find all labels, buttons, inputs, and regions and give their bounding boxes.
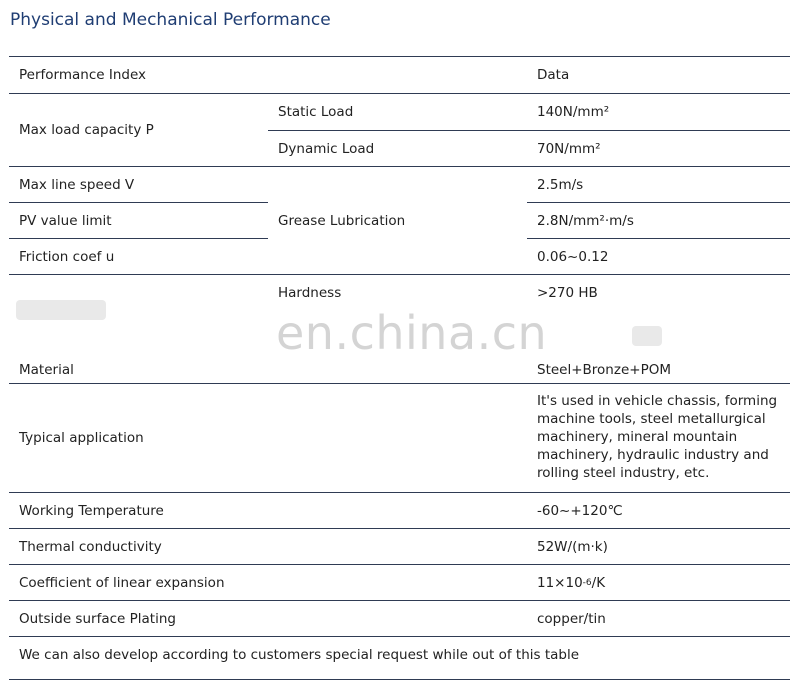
value-working-temperature: -60~+120℃ [527,492,790,528]
header-index: Performance Index [19,67,147,83]
label-dynamic-load: Dynamic Load [268,130,527,166]
label-typical-application: Typical application [9,383,527,492]
linear-expansion-base: 11×10 [537,574,583,591]
value-hardness: >270 HB [527,274,790,383]
label-surface-plating: Outside surface Plating [9,600,527,636]
label-friction: Friction coef u [9,238,268,274]
label-hardness: Hardness [268,274,527,383]
value-pv-limit: 2.8N/mm²·m/s [527,202,790,238]
label-linear-expansion: Coefficient of linear expansion [9,564,527,600]
page-title: Physical and Mechanical Performance [10,10,331,30]
value-line-speed: 2.5m/s [527,166,790,202]
label-line-speed: Max line speed V [9,166,268,202]
footer-note: We can also develop according to customers special request while out of this table [9,636,790,673]
label-pv-limit: PV value limit [9,202,268,238]
value-typical-application: It's used in vehicle chassis, forming machine tools, steel metallurgical machinery, mineral mountain machinery, hydraulic industry and rolling steel industry, etc. [527,383,790,492]
label-working-temperature: Working Temperature [9,492,527,528]
watermark-blur-left [16,300,106,320]
value-surface-plating: copper/tin [527,600,790,636]
performance-table [9,56,790,680]
label-grease-lubrication: Grease Lubrication [268,166,527,274]
value-dynamic-load: 70N/mm² [527,130,790,166]
value-thermal-conductivity: 52W/(m·k) [527,528,790,564]
linear-expansion-unit: /K [591,574,606,591]
value-linear-expansion: 11×10 -6 /K [527,564,790,600]
label-max-load: Max load capacity P [9,93,268,166]
value-static-load: 140N/mm² [527,93,790,130]
label-static-load: Static Load [268,93,527,130]
header-data: Data [537,67,570,83]
value-material: Steel+Bronze+POM [537,362,671,378]
label-material: Material [9,274,268,383]
watermark-blur-right [632,326,662,346]
watermark-logo: en.china.cn [276,306,548,360]
label-thermal-conductivity: Thermal conductivity [9,528,527,564]
value-friction: 0.06~0.12 [527,238,790,274]
